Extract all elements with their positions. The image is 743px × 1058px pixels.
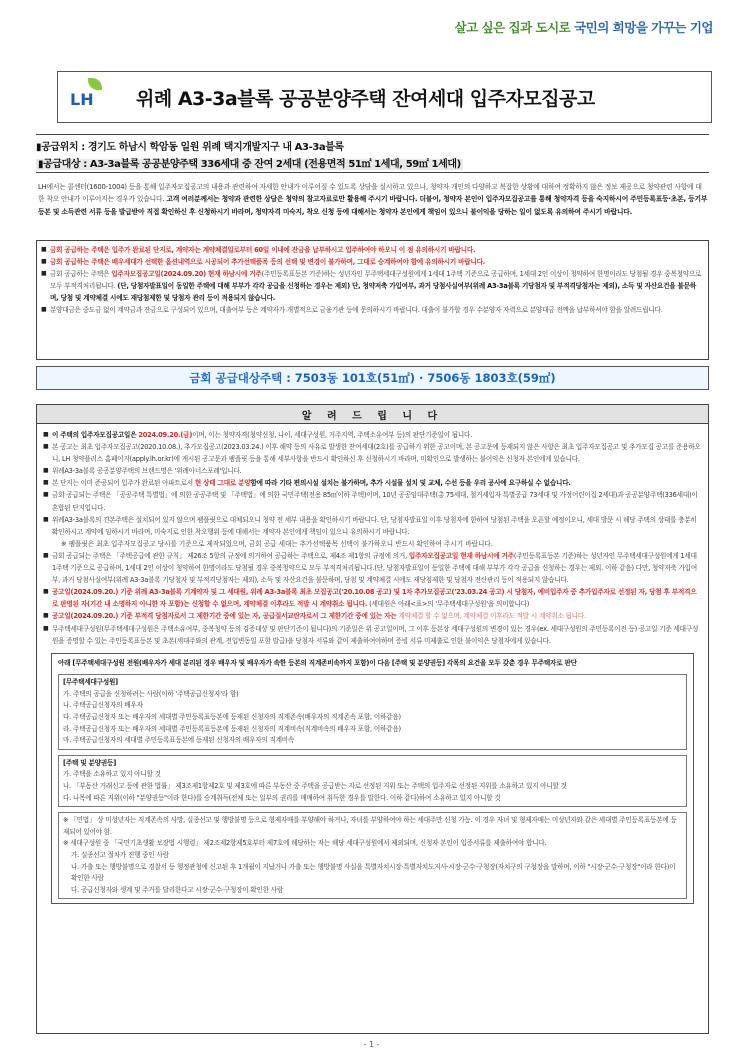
list-item: 나. 가출 또는 행방불명으로 경찰서 등 행정관청에 신고된 후 1개월이 지났거나 가출 또는 행방불명 사실을 특별자치시장·특별자치도지사·시장·군수·구청장(자치구의 구청장을 말하며, 이하 "시장·군수·구청장"이라 한다)이 확인한 사람 — [71, 862, 676, 883]
text: (주민등록표등본 기준)하는 성년자인 무주택세대구성원에게 1세대 1주택 기준으로 공급하며, 1세대 2인 이상이 청약하여 한명이라도 당첨될 경우 중복청약으로 모두 부적격처리됩니다.(단, 당첨자발표일이 동일한 주택에 대해 부부가 각각 공급을 신청하는 경우는 제외. 이하 같음) 다만, 청약저축 가입여부, 과거 당첨사실여부(위례 A3-3a블록 기당첨자 및 부적격당첨자는 제외), 소득 및 자산요건을 불문하며, 당첨 및 계약체결 시에도 재당첨제한 및 당첨자 전산관리 등이 적용되지 않습니다. — [52, 551, 697, 585]
list-item: 가. 주택의 공급을 신청하려는 사람(이하 '주택공급신청자'라 함) — [63, 689, 239, 698]
text: 이며, 이는 청약자격(청약신청, 나이, 세대구성원, 거주지역, 주택소유여부 등)의 판단기준일이 됩니다. — [192, 431, 473, 439]
notice-item — [43, 477, 702, 489]
notice-item — [43, 610, 702, 622]
homeless-criteria-box — [51, 653, 694, 905]
text: (주민등록표등본 기준)하는 성년자인 무주택세대구성원에게 1세대 1주택 기준으로 공급하며, 1세대 2인 이상이 청약하여 한명이라도 당첨될 경우 중복청약으로 모두 부적격처리됩니다. — [50, 270, 702, 290]
list-item: 나. 「부동산 거래신고 등에 관한 법률」 제3조제1항제2호 및 제3호에 따른 부동산 중 주택을 공급받는 자로 선정된 지위 또는 주택의 입주자로 선정된 지위를 소유하고 있지 아니할 것 — [63, 782, 567, 791]
notice-header: 알 려 드 립 니 다 — [37, 405, 708, 424]
notice-box — [36, 404, 709, 1034]
text: 본 단지는 이미 준공되어 입주가 완료된 아파트로서 — [52, 479, 193, 488]
list-item: 다. 주택공급신청자 또는 배우자의 세대별 주민등록표등본에 등재된 신청자의 직계존속(배우자의 직계존속 포함, 이하같음) — [63, 713, 401, 722]
list-item: 가. 주택을 소유하고 있지 아니할 것 — [63, 770, 161, 779]
slogan — [455, 18, 713, 36]
list-item: 가. 실종선고 절차가 진행 중인 사람 — [71, 851, 169, 859]
caution-box — [36, 240, 709, 360]
logo-text: LH — [70, 90, 94, 109]
caution-item: ■ 분양대금은 중도금 없이 계약금과 잔금으로 구성되어 있으며, 대출여부 등은 계약자가 개별적으로 금융기관 등에 문의하시기 바랍니다. 대출이 불가할 경우 수분양자 자력으로 분양대금 전액을 납부하셔야 함을 알려드립니다. — [41, 304, 704, 316]
list-item: 다. 나목에 따른 지위(이하 "분양권등"이라 한다)를 승계취득(전체 또는 일부의 권리를 매매하여 취득한 경우를 말한다. 이하 같다)하여 소유하고 있지 아니할 것 — [63, 793, 501, 802]
list-item: ※ 세대구성원 중 「국민기초생활 보장법 시행령」 제2조제2항제5호부터 제7호에 해당하는 자는 해당 세대구성원에서 제외되며, 신청자 본인이 입증서류를 제출하여야 합니다. — [63, 839, 547, 848]
notice-item — [43, 429, 702, 441]
criteria-head: 아래 [무주택세대구성원 전원(배우자가 세대 분리된 경우 배우자 및 배우자가 속한 등본의 직계존비속까지 포함)이 다음 [주택 및 분양권등] 각목의 요건을 모두 갖춘 경우 무주택자로 판단 — [58, 658, 577, 667]
page-title: 위례 A3-3a블록 공공분양주택 잔여세대 입주자모집공고 — [136, 87, 595, 110]
notice-item: ■ 위례A3-3a블록 공공분양주택의 브랜드명은 '위례아너스포레'입니다. — [43, 465, 702, 477]
list-item: ※ 「민법」 상 미성년자는 직계존속의 사망, 실종선고 및 행방불명 등으로 형제자매를 부양해야 하거나, 자녀를 부양하여야 하는 세대주만 신청 가능. 이 경우 자녀 및 형제자매는 미성년자와 같은 세대별 주민등록표등본에 등재되어 있어야 함. — [63, 816, 677, 836]
text: (단, 당첨자발표일이 동일한 주택에 대해 부부가 각각 공급을 신청하는 경우는 제외) 단, 청약저축 가입여부, 과거 당첨사실여부(위례 A3-3a블록 기당첨자 및 부적격당첨자는 제외), 소득 및 자산요건을 불문하며, 당첨 및 계약체결 시에도 재당첨제한 및 당첨자 관리 등이 적용되지 않습니다. — [50, 282, 697, 302]
text: 2024.09.20.(금) — [138, 431, 193, 439]
caution-item: ■ 금회 공급하는 주택은 배우세대가 선택한 옵션내역으로 시공되어 추가선택품목 등의 선택 및 변경이 불가하며, 그대로 승계하여야 함에 유의하시기 바랍니다. — [41, 256, 704, 268]
supply-location: ▮공급위치 : 경기도 하남시 학암동 일원 위례 택지개발지구 내 A3-3a블록 — [36, 142, 344, 153]
text: 함에 따라 기타 편의시설 설치는 불가하며, 추가 시설물 설치 및 교체, 수선 등을 우리 공사에 요구하실 수 없습니다. — [250, 479, 571, 488]
notice-note: ※ 팸플릿은 최초 입주자모집공고 당시를 기준으로 제작되었으며, 금회 공급 세대는 추가선택품목 선택이 불가하오니 반드시 확인하여 주시기 바랍니다. — [61, 539, 493, 548]
list-item: 라. 주택공급신청자 또는 배우자의 세대별 주민등록표등본에 등재된 신청자의 직계비속(직계비속의 배우자 포함, 이하같음) — [63, 724, 401, 733]
intro-paragraph — [38, 181, 708, 218]
notice-item — [43, 550, 702, 586]
divider — [36, 134, 709, 135]
page-number: - 1 - — [363, 1040, 380, 1049]
text: 금회 공급되는 주택은 「주택공급에 관한 규칙」 제26조 5항의 규정에 의거하여 공급하는 주택으로, 제4조 제1항의 규정에 의거, — [52, 551, 407, 560]
criteria-notes — [58, 812, 687, 899]
text: 이 주택의 입주자모집공고일은 — [52, 431, 137, 439]
supply-target — [36, 155, 463, 170]
notice-item: ■ 본 공고는 최초 입주자모집공고(2020.10.08.), 추가모집공고(2023.03.24.) 이후 해약 등의 사유로 발생한 잔여세대(2호)를 공급하기 위한 공고이며, 본 공고문에 등재되지 않은 사항은 최초 입주자모집공고 및 추가모집 공고를 준용하오니, LH 청약플러스 홈페이지(apply.lh.or.kr)에 게시된 공고문과 팸플릿 등을 통해 세부사항을 반드시 확인하신 후 신청하시기 바라며, 미확인으로 발생하는 불이익은 신청자 본인에게 있습니다. — [43, 441, 702, 465]
slogan-part2: 국민의 희망을 가꾸는 기업 — [574, 20, 713, 35]
intro-p2: 고객 여러분께서는 청약과 관련한 상담은 청약의 참고자료로만 활용해 주시기 바랍니다. 더불어, 청약자 본인이 입주자모집공고를 통해 청약자격 등을 숙지하시어 주민등록표등·초본, 등기부등본 및 소득관련 서류 등을 발급받아 직접 확인하신 후 신청하시기 바라며, 청약자격 미숙지, 착오 신청 등에 대해서는 청약자 본인에게 책임이 있으니 불이익을 당하는 일이 없도록 유의하여 주시기 바랍니다. — [38, 195, 708, 216]
list-item: 다. 공급신청자와 생계 및 주거를 달리한다고 시장·군수·구청장이 확인한 사람 — [71, 885, 284, 894]
criteria-members — [58, 674, 687, 750]
title-box — [57, 71, 712, 123]
text: (세대원은 아래<표>의 '무주택세대구성원'을 의미합니다) — [369, 600, 530, 609]
text: 입주자모집공고일 현재 하남시에 거주 — [408, 551, 514, 560]
notice-item: ■ 위례A3-3a블록의 견본주택은 설치되어 있지 않으며 팸플릿으로 대체되오니 청약 전 세부 내용을 확인하시기 바랍니다. 단, 당첨자발표일 이후 당첨자에 한하여 당첨된 주택을 오픈할 예정이오니, 세대 방문 시 해당 주택의 상태를 충분히 확인하시고 계약에 임하시기 바라며, 미숙지로 인한 착오행위 등에 대해서는 계약자 본인에게 책임이 있으니 유의하시기 바랍니다. — [43, 514, 702, 538]
criteria-members-title: [무주택세대구성원] — [63, 678, 118, 687]
notice-item: ■ 금회 공급되는 주택은 「공공주택 특별법」에 의한 공공주택 및 「주택법」에 의한 국민주택(전용 85㎡이하 주택)이며, 10년 공공임대주택(총 75세대, 철거세입자 특별공급 73세대 및 가정어린이집 2세대)과 공공분양주택(336세대)이 혼합된 단지입니다. — [43, 489, 702, 513]
text: 현 상태 그대로 분양 — [194, 479, 251, 488]
text: 계약체결 할 수 없으며, 계약체결 이후라도 적발 시 계약취소 됩니다. — [398, 612, 586, 621]
criteria-housing — [58, 755, 687, 807]
text: 공고일(2024.09.20.) 기준 부적격 당첨자로서 그 제한기간 중에 있는 자, 공급질서교란자로서 그 제한기간 중에 있는 자는 — [52, 612, 397, 621]
slogan-part1: 살고 싶은 집과 도시로 — [454, 20, 571, 35]
intro-p1: LH에서는 콜센터(1600-1004) 등을 통해 입주자모집공고의 내용과 관련하여 자세한 안내가 이루어질 수 있도록 상담을 실시하고 있으나, 청약자 개인의 다양하고 복잡한 상황에 대하여 정확하지 않은 정보 제공으로 청약관련 사항에 대한 착오 안내가 이루어지는 경우가 있습니다. — [38, 183, 702, 204]
list-item: 나. 주택공급신청자의 배우자 — [63, 701, 143, 710]
target-housing: 금회 공급대상주택 : 7503동 101호(51㎡) · 7506동 1803호(59㎡) — [36, 366, 709, 390]
caution-item — [41, 268, 704, 304]
caution-item: ■ 금회 공급하는 주택은 입주가 완료된 단지로, 계약자는 계약체결일로부터 60일 이내에 잔금을 납부하시고 입주하여야 하오니 이 점 유의하시기 바랍니다. — [41, 244, 704, 256]
divider — [36, 172, 709, 173]
supply-target-text: ▮공급대상 : A3-3a블록 공공분양주택 336세대 중 잔여 2세대 (전용면적 51㎡ 1세대, 59㎡ 1세대) — [38, 159, 461, 170]
list-item: 마. 주택공급신청자의 세대별 주민등록표등본에 등재된 신청자의 배우자의 직계비속 — [63, 736, 295, 745]
text: 입주자모집공고일(2024.09.20) 현재 하남시에 거주 — [111, 270, 262, 278]
text: 공고일(2024.09.20.) 기준 위례 A3-3a블록 기계약자 및 그 세대원, 위례 A3-3a블록 최초 모집공고('20.10.08 공고) 및 1차 추가모집공고('23.03.24 공고) 시 당첨자, 예비입주자 중 추가입주자로 선정된 자, 당첨 후 부적격으로 판명된 자(기간 내 소명하지 아니한 자 포함)는 신청할 수 없으며, 계약체결 이후라도 적발 시 계약취소 됩니다. — [52, 588, 697, 609]
leaf-icon — [88, 78, 102, 90]
criteria-housing-title: [주택 및 분양권등] — [63, 758, 117, 767]
notice-item: ■ 무주택세대구성원(무주택세대구성원은 주택소유여부, 중복청약 등의 검증대상 및 판단기준이 됩니다)의 기준일은 위 공고일이며, 그 이후 등본상 세대구성원의 변경이 있는 경우(ex. 세대구성원의 주민등록이전 등) 공고일 기준 세대구성원을 증명할 수 있는 주민등록표등본 및 초본(세대주와의 관계, 전입변동일 포함 발급)을 당첨자 서류와 같이 제출하여야하며 증빙 서류 미제출로 인한 불이익은 당첨자에게 있습니다. — [43, 623, 702, 647]
text: 금회 공급하는 주택은 — [50, 270, 110, 278]
lh-logo — [66, 74, 112, 120]
notice-item — [43, 586, 702, 610]
